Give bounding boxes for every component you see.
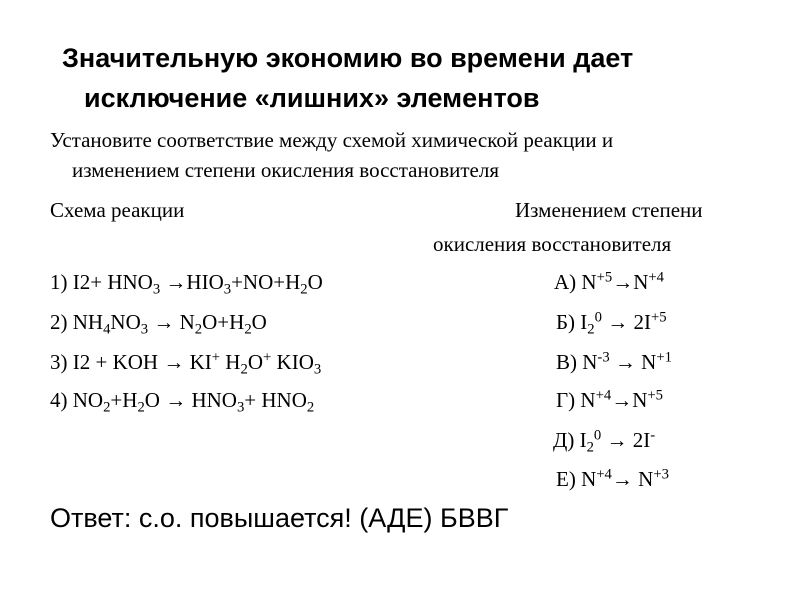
answer-line: Ответ: с.о. повышается! (АДЕ) БВВГ [50,503,509,533]
task-line-1: Установите соответствие между схемой химической реакции и [50,128,614,152]
slide-title [62,38,782,118]
change-e: Д) $I_2^0 \to 2I^-$ [553,427,656,456]
right-column-header-line-2: окисления восстановителя [433,232,672,256]
change-c: В) $N^{-3} \to N^{+1}$ [556,349,672,374]
change-a: А) $N^{+5}\to N^{+4}$ [554,269,665,294]
change-d: Г) $N^{+4}\to N^{+5}$ [556,387,664,412]
change-f: Е) $N^{+4}\to N^{+3}$ [556,466,669,491]
reaction-3: 3) I2 + KOH → KI+ $H_2O^+$ $KIO_3$ [50,349,322,378]
left-column-header: Схема реакции [50,198,185,222]
task-line-2: изменением степени окисления восстановителя [72,158,500,182]
slide-title-line-2: исключение «лишних» элементов [84,83,540,113]
reaction-4: 4) $NO_2+H_2O \to HNO_3+ HNO_2$ [50,388,315,416]
reaction-1: 1) $I2+ HNO_3 \to HIO_3+NO+H_2O$ [50,270,323,298]
task-statement [50,125,613,185]
slide-title-line-1: Значительную экономию во времени дает [62,43,634,73]
reaction-2: 2) $NH_4NO_3 \to N_2O+H_2O$ [50,310,267,338]
change-b: Б) $I_2^0 \to 2I^{+5}$ [556,309,667,338]
right-column-header-line-1: Изменением степени [515,198,703,222]
